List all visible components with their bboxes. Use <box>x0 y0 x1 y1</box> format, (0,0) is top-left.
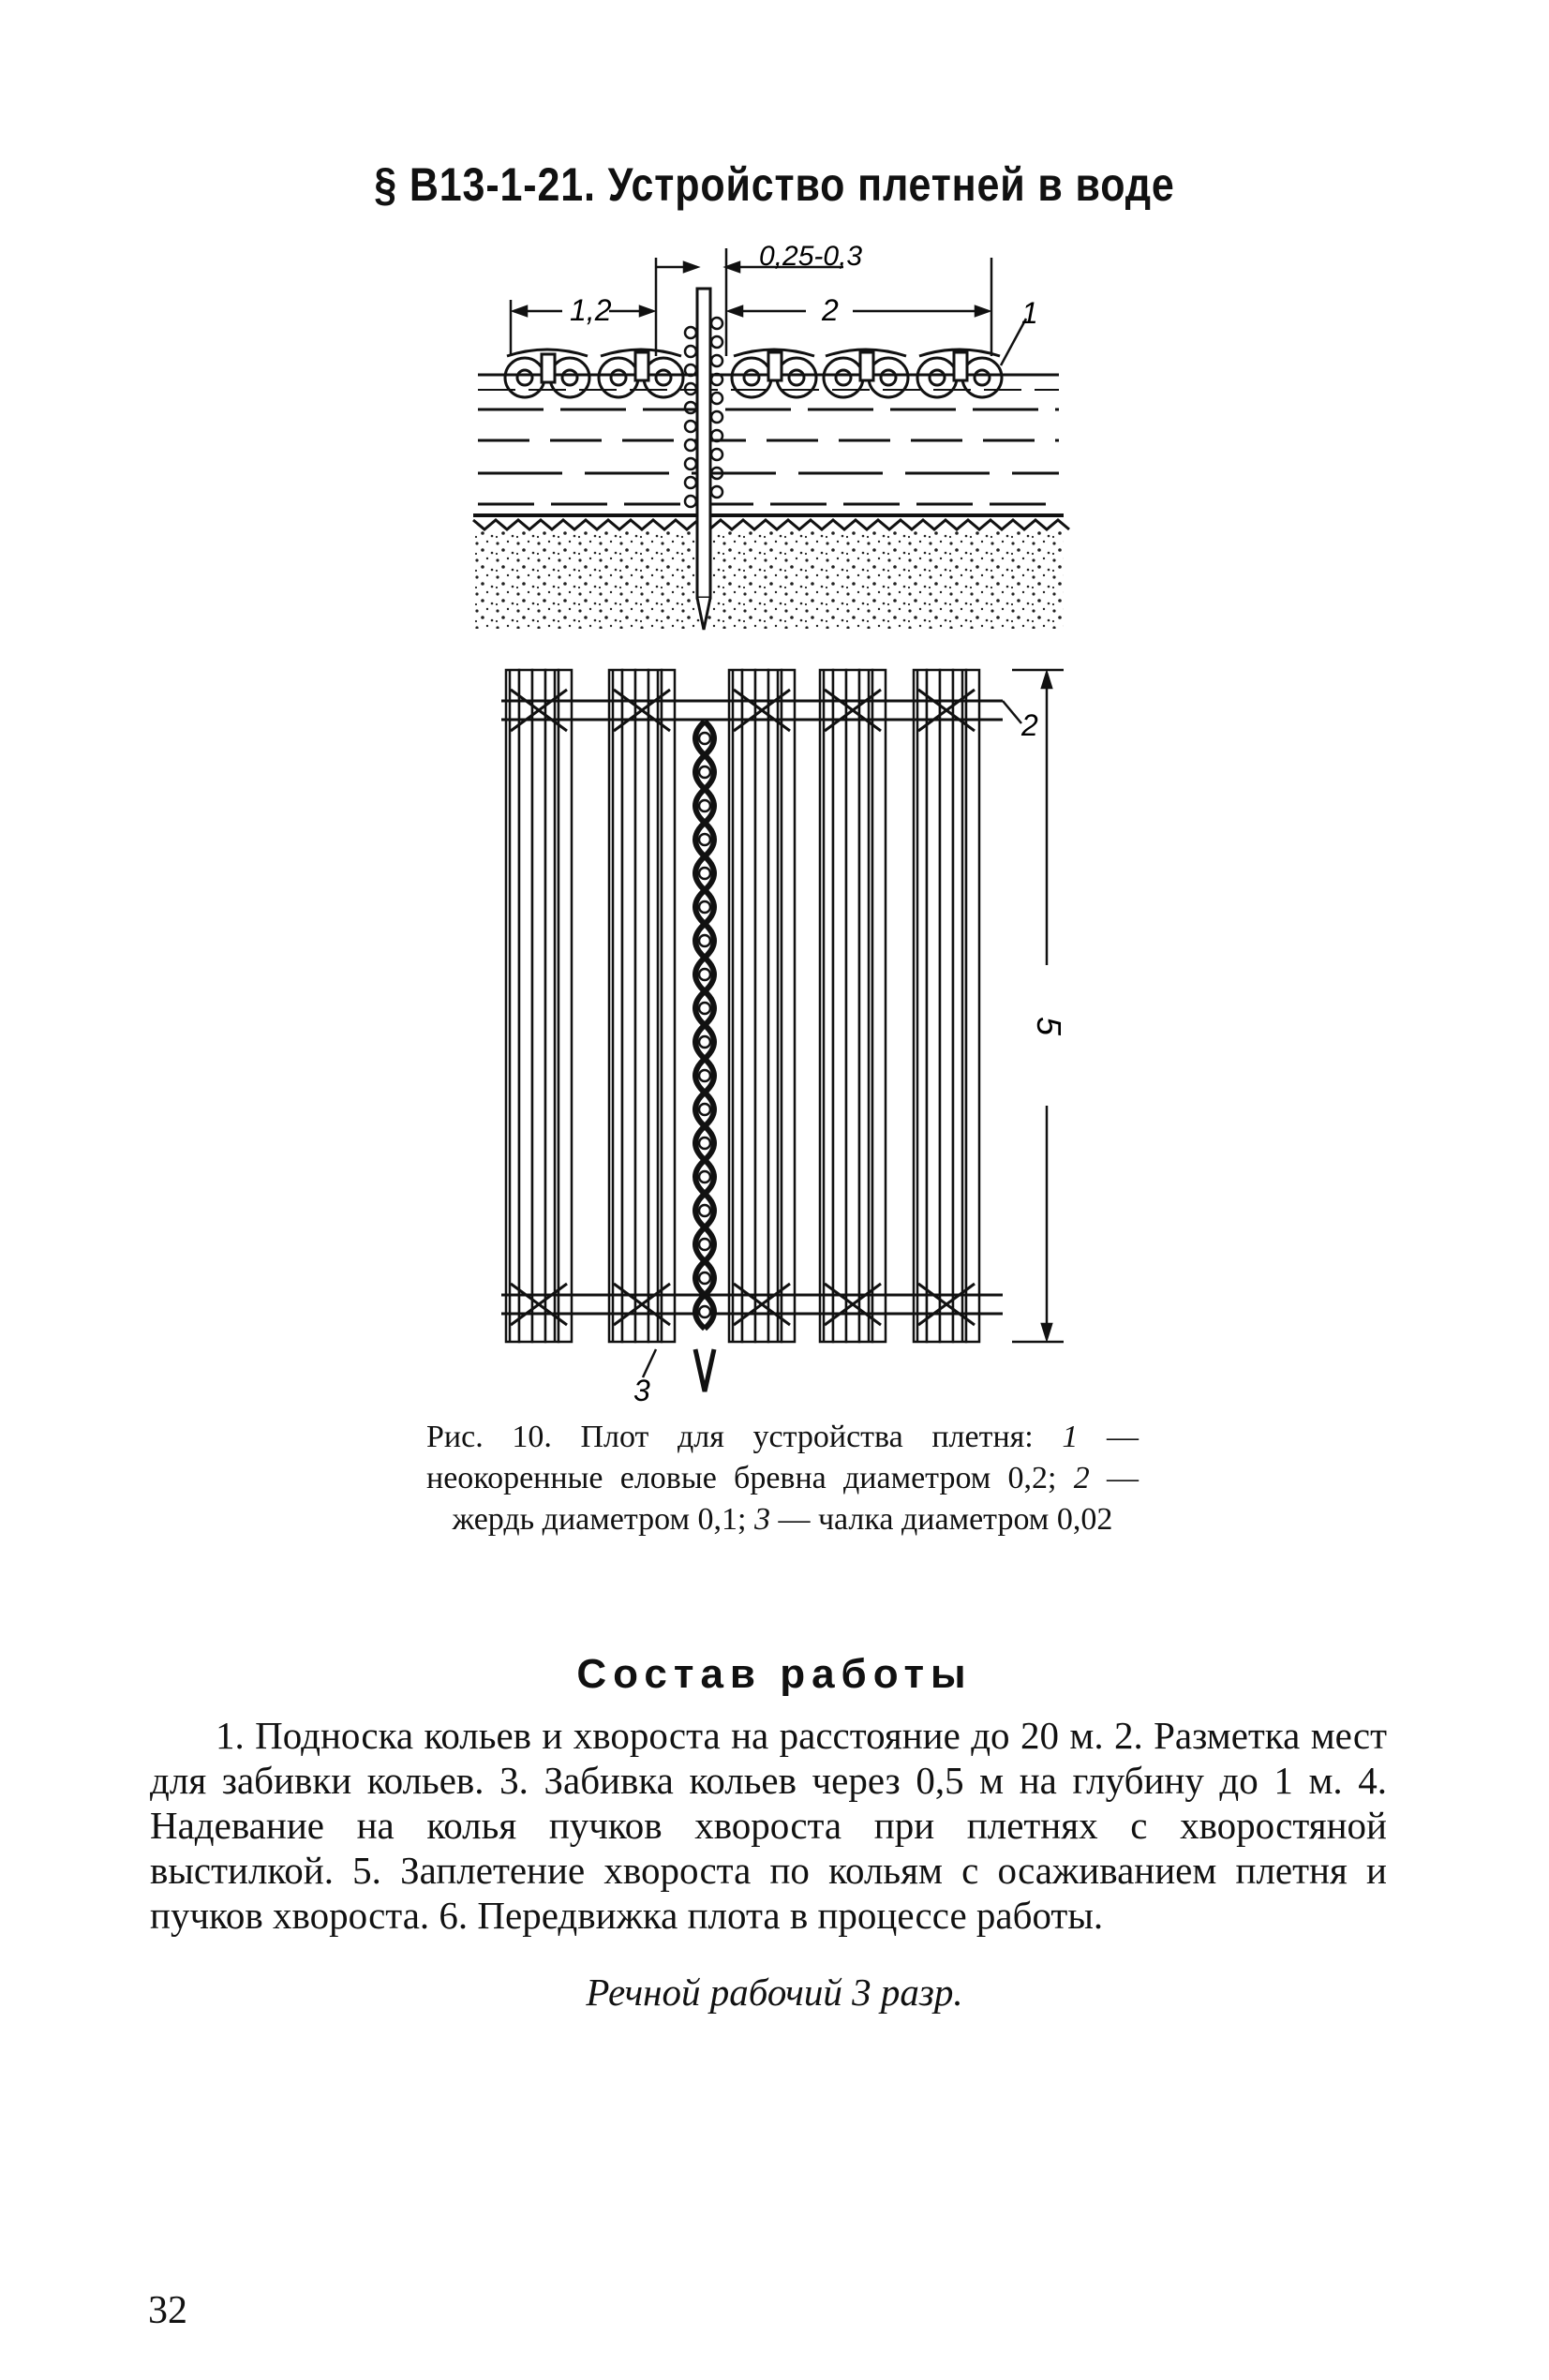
caption-text-2: — жердь диаметром 0,1; <box>452 1461 1139 1537</box>
figure-caption <box>426 1417 1139 1540</box>
caption-text-3: — чалка диаметром 0,02 <box>769 1502 1113 1537</box>
dim-height: 5 <box>1030 1017 1068 1036</box>
dim-right-span: 2 <box>822 293 839 327</box>
page-number: 32 <box>148 2289 187 2332</box>
caption-prefix: Рис. 10. Плот для устройства плетня: <box>426 1420 1063 1454</box>
cross-section-drawing <box>473 248 1069 630</box>
dim-top-gap: 0,25-0,3 <box>759 241 863 272</box>
caption-num-1: 1 <box>1062 1420 1079 1454</box>
caption-text-1: — неокоренные еловые бревна диаметром 0,2; <box>426 1420 1139 1495</box>
callout-2: 2 <box>1021 708 1038 742</box>
callout-3: 3 <box>633 1374 650 1406</box>
section-title: Состав работы <box>576 1651 973 1697</box>
page-title: § В13-1-21. Устройство плетней в воде <box>374 158 1175 211</box>
callout-1: 1 <box>1021 296 1038 330</box>
dim-left-span: 1,2 <box>570 293 612 327</box>
caption-num-3: 3 <box>753 1502 770 1537</box>
worker-grade: Речной рабочий 3 разр. <box>586 1971 963 2014</box>
body-paragraph: 1. Подноска кольев и хвороста на расстояние до 20 м. 2. Разметка мест для забивки кольев. 3. Забивка кольев через 0,5 м на глубину до 1 м. 4. Надевание на колья пучков хвороста при плетнях с хворостяной выстилкой. 5. Заплетение хвороста по кольям с осаживанием плетня и пучков хвороста. 6. Передвижка плота в процессе работы. <box>150 1714 1387 1937</box>
raft-plan-drawing <box>501 670 1003 1391</box>
caption-num-2: 2 <box>1073 1461 1090 1495</box>
